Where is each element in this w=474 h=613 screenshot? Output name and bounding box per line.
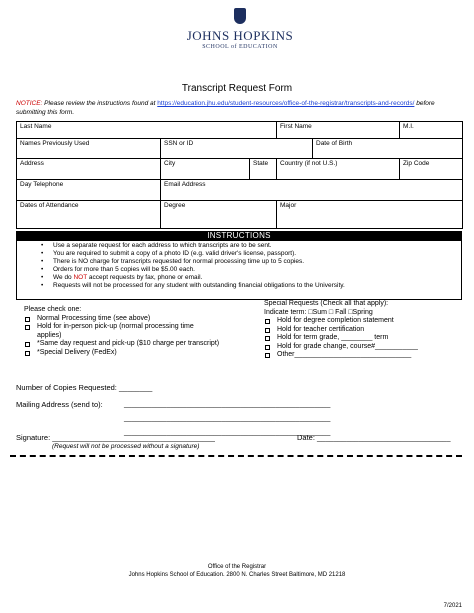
dates-attendance-label: Dates of Attendance [20,202,79,209]
mailing-line[interactable]: _____________________________________________________ [124,401,331,408]
logo-subtitle: SCHOOL of EDUCATION [202,44,278,50]
checkbox-icon[interactable] [265,319,270,324]
form-title: Transcript Request Form [181,83,293,94]
special-option[interactable]: Hold for teacher certification [264,326,464,335]
special-requests [264,300,464,360]
address-label: Address [20,160,44,167]
checkbox-icon[interactable] [25,351,30,356]
footer-date: 7/2021 [443,603,462,609]
degree-label: Degree [164,202,186,209]
names-previously-used-label: Names Previously Used [20,140,90,147]
shield-icon [234,8,246,24]
option-special-delivery[interactable]: *Special Delivery (FedEx) [24,349,254,358]
state-label: State [253,160,269,167]
instruction-item [53,274,461,282]
country-field[interactable] [277,159,400,180]
last-name-label: Last Name [20,123,52,130]
special-option[interactable]: Hold for grade change, course#___________ [264,343,464,352]
option-normal[interactable]: Normal Processing time (see above) [24,315,254,324]
email-label: Email Address [164,181,206,188]
special-label: Special Requests (Check all that apply): [264,300,389,307]
term-label[interactable]: Indicate term: □Sum □ Fall □Spring [264,308,373,316]
instruction-item: • Orders for more than 5 copies will be $5.00 each. [53,266,461,274]
please-check-label: Please check one: [24,306,82,313]
option-hold-pickup[interactable]: Hold for in-person pick-up (normal processing time applies) [24,323,219,340]
footer-office: Office of the Registrar [207,564,267,570]
degree-field[interactable] [161,201,277,229]
notice [16,99,461,117]
cut-line [10,455,462,457]
mi-label: M.I. [403,123,414,130]
instruction-item: • Requests will not be processed for any student with outstanding financial obligations to the University. [53,282,461,290]
first-name-field[interactable] [277,122,400,139]
checkbox-icon[interactable] [265,353,270,358]
instructions-link[interactable]: https://education.jhu.edu/student-resources/office-of-the-registrar/transcripts-and-records/ [157,100,415,107]
special-option[interactable]: Hold for term grade, ________ term [264,334,464,343]
copies-requested[interactable]: Number of Copies Requested: ________ [16,383,153,392]
fax-pre: We do [53,274,74,281]
instruction-item: • You are required to submit a copy of a photo ID (e.g. valid driver's license, passport). [53,250,461,258]
country-label: Country (if not U.S.) [280,160,338,167]
instructions-list [16,241,462,300]
city-field[interactable] [161,159,250,180]
address-field[interactable] [17,159,161,180]
special-option[interactable]: Other______________________________ [264,351,464,360]
footer-address: Johns Hopkins School of Education. 2800 N. Charles Street Baltimore, MD 21218 [128,572,346,578]
zip-label: Zip Code [403,160,430,167]
special-option[interactable]: Hold for degree completion statement [264,317,464,326]
major-field[interactable] [277,201,463,229]
notice-suffix: before submitting this form. [16,100,435,116]
day-telephone-label: Day Telephone [20,181,64,188]
instructions-header: INSTRUCTIONS [16,231,462,241]
instruction-item: • Use a separate request for each address to which transcripts are to be sent. [53,242,461,250]
day-telephone-field[interactable] [17,180,161,201]
dob-field[interactable] [313,139,463,159]
checkbox-icon[interactable] [25,325,30,330]
mailing-line[interactable]: _____________________________________________________ [124,429,331,436]
fax-not: NOT [73,274,88,281]
city-label: City [164,160,176,167]
checkbox-icon[interactable] [25,342,30,347]
email-field[interactable] [161,180,463,201]
mailing-line[interactable]: _____________________________________________________ [124,415,331,422]
last-name-field[interactable] [17,122,277,139]
logo-name: JOHNS HOPKINS [186,28,294,43]
notice-label: NOTICE: [16,100,43,107]
mi-field[interactable] [400,122,463,139]
ssn-field[interactable] [161,139,313,159]
fax-post: accept requests by fax, phone or email. [87,274,203,281]
date-field[interactable]: Date: ________________________________ [297,433,451,442]
checkbox-icon[interactable] [25,317,30,322]
zip-field[interactable] [400,159,463,180]
student-info-table [16,121,463,229]
ssn-label: SSN or ID [164,140,194,147]
signature-note: (Request will not be processed without a signature) [52,443,200,450]
instruction-item: • There is NO charge for transcripts requested for normal processing time up to 5 copies. [53,258,461,266]
first-name-label: First Name [280,123,312,130]
dates-attendance-field[interactable] [17,201,161,229]
option-same-day[interactable]: *Same day request and pick-up ($10 charge per transcript) [24,340,224,349]
dob-label: Date of Birth [316,140,353,147]
names-previously-used-field[interactable] [17,139,161,159]
processing-options [24,306,254,357]
mailing-label: Mailing Address (send to): [16,400,103,409]
checkbox-icon[interactable] [265,336,270,341]
checkbox-icon[interactable] [265,328,270,333]
checkbox-icon[interactable] [265,345,270,350]
state-field[interactable] [250,159,277,180]
major-label: Major [280,202,297,209]
signature-field[interactable]: Signature: _______________________________________ [16,433,215,442]
notice-text: Please review the instructions found at [42,100,158,107]
